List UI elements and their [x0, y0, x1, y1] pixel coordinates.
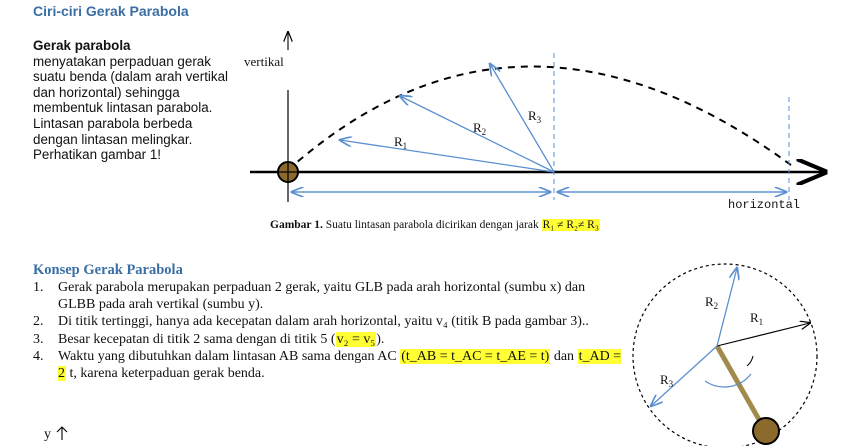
r1-label-2: $R_1$ — [750, 310, 764, 327]
figure1-caption — [270, 219, 600, 231]
list-text: Gerak parabola merupakan perpaduan 2 gerak, yaitu GLB pada arah horizontal (sumbu x) dan GLBB pada arah vertikal (sumbu y). — [58, 280, 586, 313]
r3-label-2: $R_3$ — [660, 372, 674, 389]
angle-arc-small — [747, 356, 753, 366]
highlighted-text: v₂ = v₅ — [336, 331, 376, 347]
list-text: Waktu yang dibutuhkan dalam lintasan AB sama dengan AC — [58, 348, 401, 364]
vertical-label: vertikal — [244, 54, 284, 69]
page-title: Ciri-ciri Gerak Parabola — [33, 3, 189, 19]
list-number: 1. — [33, 280, 44, 295]
circular-motion-figure — [625, 256, 845, 446]
caption-highlight: R₁ ≠ R₂≠ R₃ — [542, 219, 599, 231]
r3-label: $R_3$ — [528, 108, 542, 125]
caption-bold: Gambar 1. — [270, 219, 323, 231]
list-text: ). — [376, 331, 385, 347]
list-number: 4. — [33, 348, 44, 364]
parabola-trajectory-figure — [220, 22, 835, 222]
ball-icon-2 — [753, 418, 779, 444]
list-text: t, karena keterpaduan gerak benda. — [66, 366, 265, 382]
r2-vector-2 — [717, 268, 737, 346]
highlighted-text: t_AD = 2 — [58, 348, 622, 382]
konsep-title: Konsep Gerak Parabola — [33, 262, 183, 278]
intro-paragraph — [33, 38, 233, 163]
konsep-list — [33, 279, 623, 382]
highlighted-text: (t_AB = t_AC = t_AE = t) — [401, 348, 550, 364]
up-arrow-icon — [55, 426, 69, 440]
list-text: Besar kecepatan di titik 2 sama dengan di titik 5 ( — [58, 331, 336, 347]
angle-arc — [705, 374, 751, 387]
list-item — [33, 279, 623, 313]
intro-heading: Gerak parabola — [33, 38, 131, 53]
intro-body: menyatakan perpaduan gerak suatu benda (dalam arah vertikal dan horizontal) sehingga membentuk lintasan parabola. Lintasan parabola berbeda dengan lintasan melingkar. Perhatikan gambar 1! — [33, 53, 229, 163]
list-item — [33, 313, 623, 330]
list-text: Di titik tertinggi, hanya ada kecepatan dalam arah horizontal, yaitu v₄ (titik B pada gambar 3).. — [58, 314, 589, 330]
parabola-path — [288, 66, 795, 170]
r2-label: $R_2$ — [473, 120, 487, 137]
rod — [717, 346, 765, 430]
horizontal-label: horizontal — [728, 198, 801, 212]
list-number: 3. — [33, 331, 44, 347]
y-axis-label: y — [44, 426, 69, 443]
r1-label: $R_1$ — [394, 134, 408, 151]
list-item — [33, 331, 623, 348]
list-text: dan — [550, 348, 578, 364]
list-number: 2. — [33, 314, 44, 330]
r1-vector-2 — [717, 323, 810, 346]
list-item — [33, 348, 623, 382]
r2-label-2: $R_2$ — [705, 294, 719, 311]
caption-text: Suatu lintasan parabola dicirikan dengan jarak — [325, 219, 539, 231]
